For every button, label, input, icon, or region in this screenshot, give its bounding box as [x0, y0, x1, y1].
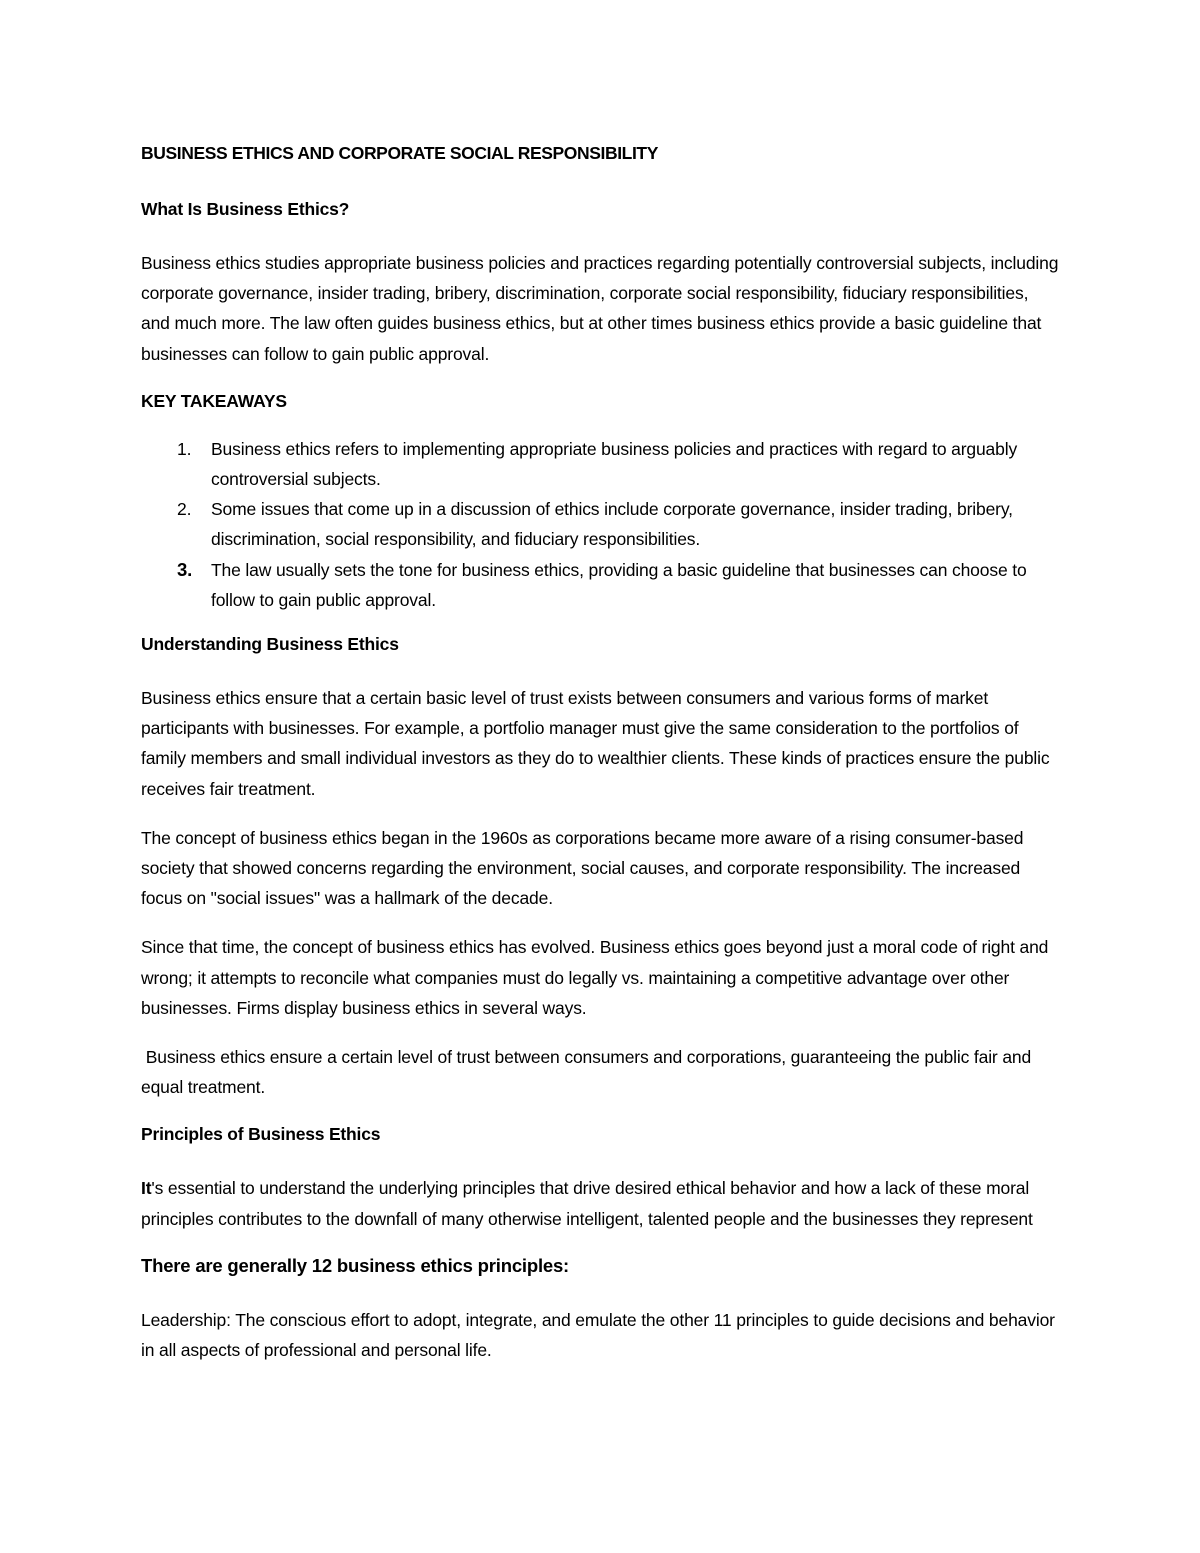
document-title: BUSINESS ETHICS AND CORPORATE SOCIAL RESPONSIBILITY: [141, 143, 658, 163]
document-page: [141, 140, 1059, 1384]
key-takeaways-list: [141, 434, 1059, 615]
list-number: 2.: [177, 499, 192, 520]
paragraph-what-is: Business ethics studies appropriate business policies and practices regarding potentially controversial subjects, including corporate governance, insider trading, bribery, discrimination, corporate social responsibility, fiduciary responsibilities, and much more. The law often guides business ethics, but at other times business ethics provide a basic guideline that businesses can follow to gain public approval.: [141, 253, 1059, 364]
list-item: [141, 494, 1059, 554]
paragraph-understanding-3: Since that time, the concept of business ethics has evolved. Business ethics goes beyond just a moral code of right and wrong; it attempts to reconcile what companies must do legally vs. maintaining a competitive advantage over other businesses. Firms display business ethics in several ways.: [141, 937, 1049, 1018]
list-item: [141, 434, 1059, 494]
list-item-text: Some issues that come up in a discussion of ethics include corporate governance, insider trading, bribery, discrimination, social responsibility, and fiduciary responsibilities.: [211, 499, 1013, 550]
list-item-text: Business ethics refers to implementing appropriate business policies and practices with regard to arguably controversial subjects.: [211, 438, 1018, 490]
heading-key-takeaways: KEY TAKEAWAYS: [141, 390, 287, 411]
paragraph-leadership: Leadership: The conscious effort to adopt, integrate, and emulate the other 11 principles to guide decisions and behavior in all aspects of professional and personal life.: [141, 1309, 1055, 1361]
heading-what-is-business-ethics: What Is Business Ethics?: [141, 199, 350, 219]
intro-lead-word: It: [141, 1178, 152, 1199]
intro-rest-text: 's essential to understand the underlying principles that drive desired ethical behavior and how a lack of these moral principles contributes to the downfall of many otherwise intelligent, talented people and the businesses they represent: [141, 1178, 1033, 1229]
heading-twelve-principles: There are generally 12 business ethics principles:: [141, 1254, 570, 1276]
paragraph-understanding-1: Business ethics ensure that a certain basic level of trust exists between consumers and various forms of market participants with businesses. For example, a portfolio manager must give the same consideration to the portfolios of family members and small individual investors as they do to wealthier clients. These kinds of practices ensure the public receives fair treatment.: [141, 688, 1050, 799]
list-item-text: The law usually sets the tone for business ethics, providing a basic guideline that businesses can choose to follow to gain public approval.: [211, 559, 1027, 610]
heading-principles-of-business-ethics: Principles of Business Ethics: [141, 1124, 381, 1145]
list-number: 3.: [177, 558, 193, 580]
paragraph-understanding-2: The concept of business ethics began in the 1960s as corporations became more aware of a rising consumer-based society that showed concerns regarding the environment, social causes, and corporate responsibility. The increased focus on "social issues" was a hallmark of the decade.: [141, 827, 1024, 909]
paragraph-principles-intro: [141, 1173, 1059, 1233]
paragraph-understanding-4: Business ethics ensure a certain level of trust between consumers and corporations, guaranteeing the public fair and equal treatment.: [141, 1047, 1036, 1098]
heading-understanding-business-ethics: Understanding Business Ethics: [141, 634, 399, 655]
list-number: 1.: [177, 438, 192, 459]
list-item: [141, 555, 1059, 615]
